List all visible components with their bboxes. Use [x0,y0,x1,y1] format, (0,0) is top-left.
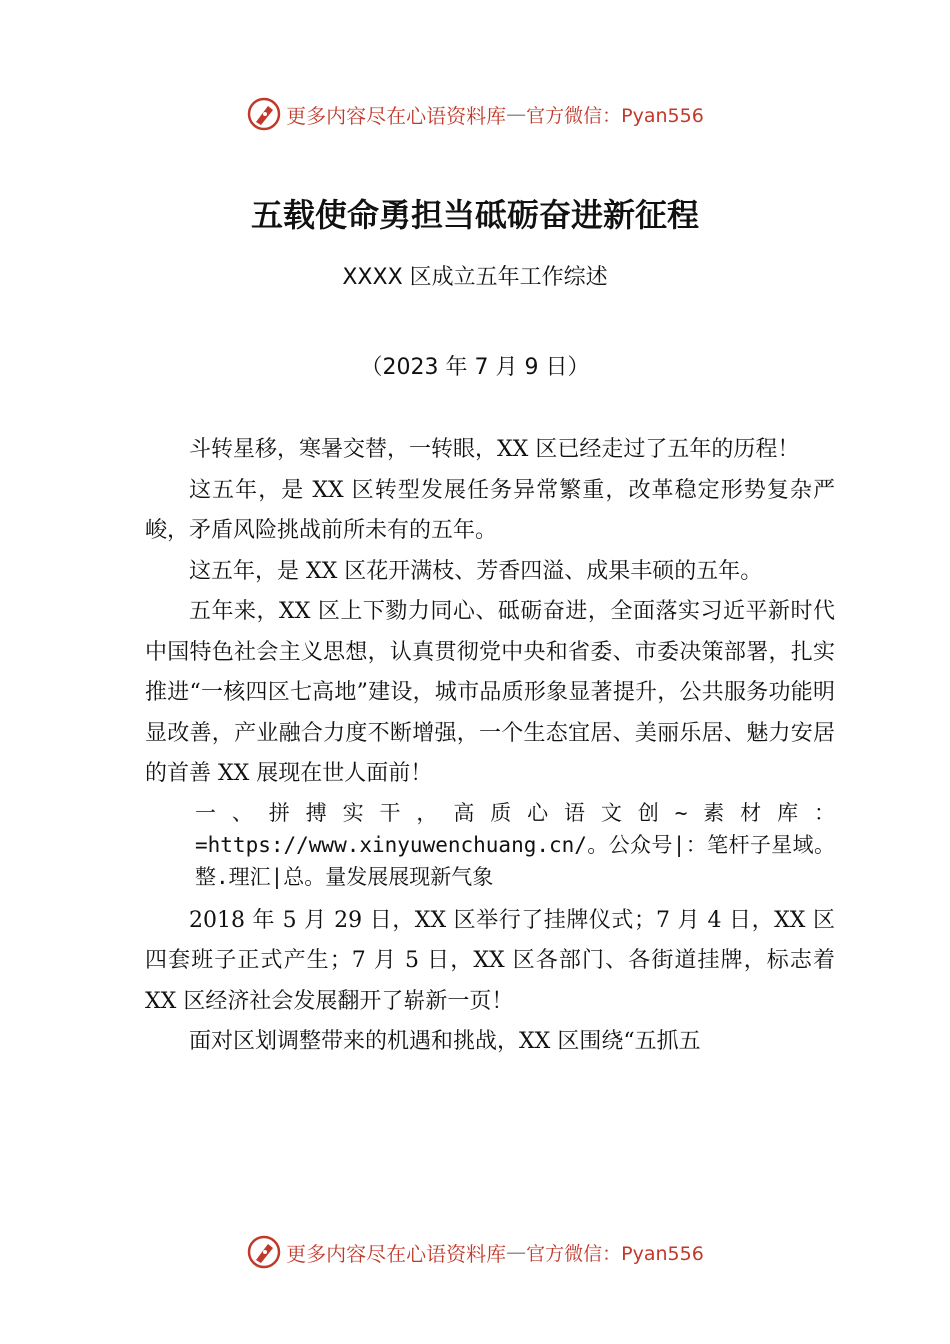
paragraph: 斗转星移，寒暑交替，一转眼，XX 区已经走过了五年的历程！ [189,437,800,462]
banner-text: 更多内容尽在心语资料库 [286,103,507,128]
paragraph: 这五年，是 XX 区花开满枝、芳香四溢、成果丰硕的五年。 [189,558,763,584]
document-body [145,430,835,1063]
pen-nib-circle-icon [246,1234,282,1270]
paragraph: 面对区划调整带来的机遇和挑战，XX 区围绕“五抓五 [189,1029,701,1054]
document-date: （2023 年 7 月 9 日） [360,355,590,380]
banner-separator: — [506,1240,527,1264]
banner-wechat: 官方微信：Pyan556 [526,104,704,127]
paragraph: 这五年，是 XX 区转型发展任务异常繁重，改革稳定形势复杂严峻，矛盾风险挑战前所未有的五年。 [145,477,835,543]
header-banner [0,92,950,136]
document-subtitle: XXXX 区成立五年工作综述 [342,265,608,290]
banner-text: 更多内容尽在心语资料库 [286,1241,507,1266]
section-heading: 一、拼搏实干，高质心语文创~素材库：=https://www.xinyuwenchuang.cn/。公众号|：笔杆子星域。整.理汇|总。量发展展现新气象 [195,800,835,889]
pen-nib-circle-icon [246,96,282,132]
banner-separator: — [506,102,527,126]
paragraph: 2018 年 5 月 29 日，XX 区举行了挂牌仪式；7 月 4 日，XX 区四套班子正式产生；7 月 5 日，XX 区各部门、各街道挂牌，标志着 XX 区经济社会发展翻开了崭新一页！ [145,907,835,1014]
document-title: 五载使命勇担当砥砺奋进新征程 [250,196,699,234]
footer-banner [0,1230,950,1274]
banner-wechat: 官方微信：Pyan556 [526,1242,704,1265]
paragraph: 五年来，XX 区上下勠力同心、砥砺奋进，全面落实习近平新时代中国特色社会主义思想，认真贯彻党中央和省委、市委决策部署，扎实推进“一核四区七高地”建设，城市品质形象显著提升，公共服务功能明显改善，产业融合力度不断增强，一个生态宜居、美丽乐居、魅力安居的首善 XX 展现在世人面前！ [145,599,835,786]
